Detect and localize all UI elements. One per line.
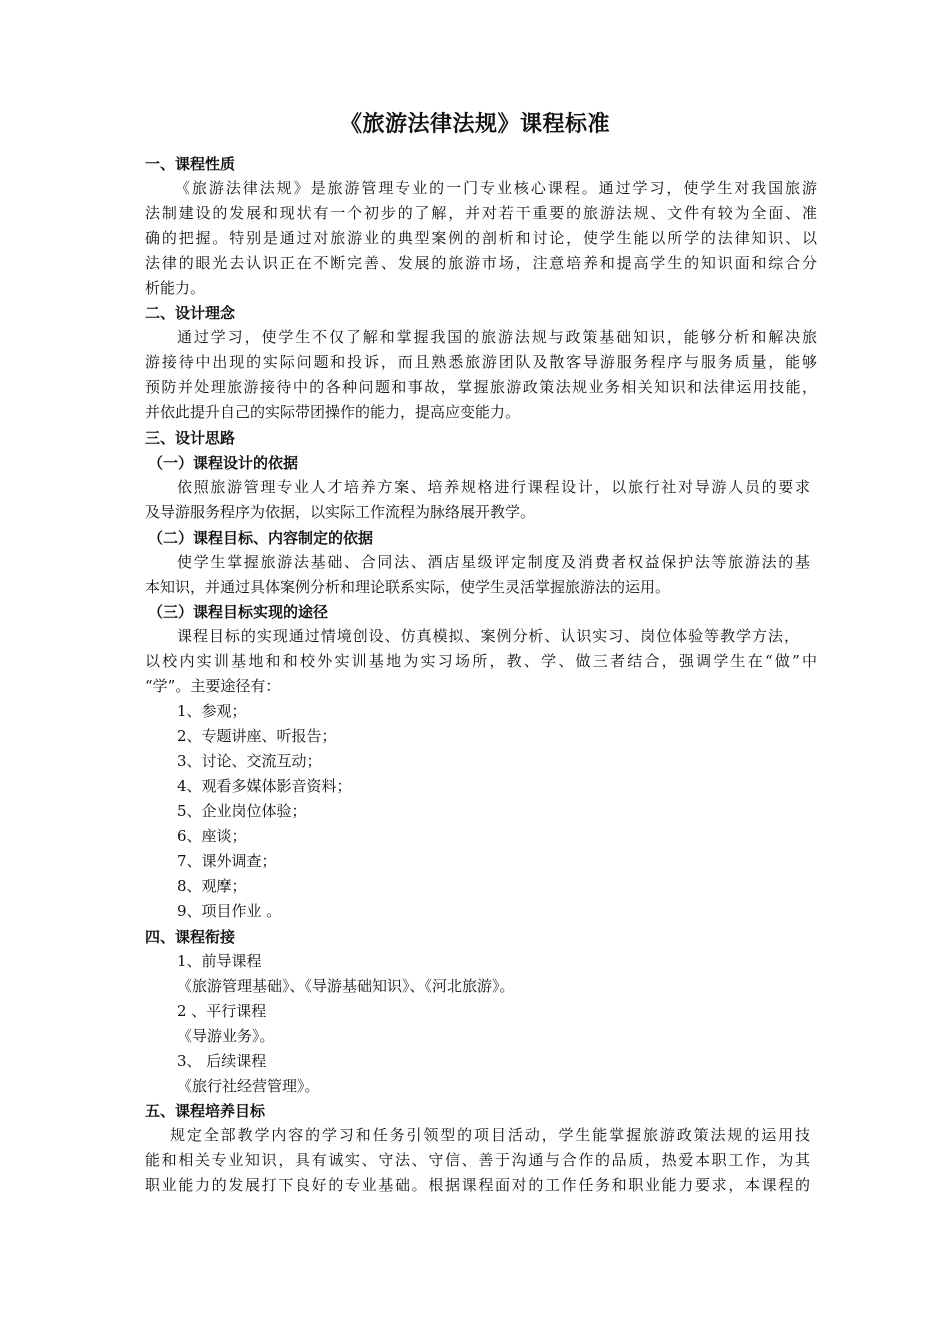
course-category: 2 、平行课程 <box>177 1002 267 1020</box>
paragraph-line: 确的把握。特别是通过对旅游业的典型案例的剖析和讨论，使学生能以所学的法律知识、以 <box>145 229 817 247</box>
course-list: 《导游业务》。 <box>177 1027 275 1045</box>
list-item: 8、观摩； <box>177 877 247 895</box>
list-item: 6、座谈； <box>177 827 247 845</box>
course-category: 3、 后续课程 <box>177 1052 267 1070</box>
subsection-heading-approach: （三）课程目标实现的途径 <box>148 603 329 621</box>
paragraph-line: 预防并处理旅游接待中的各种问题和事故，掌握旅游政策法规业务相关知识和法律运用技能， <box>145 378 817 396</box>
subsection-heading-basis: （一）课程设计的依据 <box>148 454 299 472</box>
paragraph-line: 法律的眼光去认识正在不断完善、发展的旅游市场，注意培养和提高学生的知识面和综合分 <box>145 254 817 272</box>
list-item: 9、项目作业 。 <box>177 902 282 920</box>
paragraph-line: 并依此提升自己的实际带团操作的能力，提高应变能力。 <box>145 403 521 421</box>
course-category: 1、前导课程 <box>177 952 262 970</box>
paragraph-line: 及导游服务程序为依据，以实际工作流程为脉络展开教学。 <box>145 503 536 521</box>
section-heading-objectives: 五、课程培养目标 <box>145 1102 266 1120</box>
paragraph-line: 本知识，并通过具体案例分析和理论联系实际，使学生灵活掌握旅游法的运用。 <box>145 578 671 596</box>
section-heading-design: 三、设计思路 <box>145 429 236 447</box>
paragraph-line: 法制建设的发展和现状有一个初步的了解，并对若干重要的旅游法规、文件有较为全面、准 <box>145 204 817 222</box>
course-list: 《旅游管理基础》、《导游基础知识》、《河北旅游》。 <box>177 977 515 995</box>
list-item: 3、讨论、交流互动； <box>177 752 322 770</box>
paragraph-line: “学”。主要途径有： <box>145 677 281 695</box>
paragraph-line: 使学生掌握旅游法基础、合同法、酒店星级评定制度及消费者权益保护法等旅游法的基 <box>177 553 810 571</box>
paragraph-line: 能和相关专业知识，具有诚实、守法、守信、善于沟通与合作的品质，热爱本职工作，为其 <box>145 1151 810 1169</box>
paragraph-line: 规定全部教学内容的学习和任务引领型的项目活动，学生能掌握旅游政策法规的运用技 <box>170 1126 810 1144</box>
paragraph-line: 以校内实训基地和和校外实训基地为实习场所，教、学、做三者结合，强调学生在“做”中 <box>145 652 817 670</box>
document-title: 《旅游法律法规》课程标准 <box>339 112 610 137</box>
paragraph-line: 析能力。 <box>145 279 206 297</box>
list-item: 5、企业岗位体验； <box>177 802 307 820</box>
subsection-heading-goals: （二）课程目标、内容制定的依据 <box>148 529 374 547</box>
course-list: 《旅行社经营管理》。 <box>177 1077 320 1095</box>
list-item: 2、专题讲座、听报告； <box>177 727 337 745</box>
list-item: 4、观看多媒体影音资料； <box>177 777 352 795</box>
paragraph-line: 游接待中出现的实际问题和投诉，而且熟悉旅游团队及散客导游服务程序与服务质量，能够 <box>145 353 817 371</box>
section-heading-connection: 四、课程衔接 <box>145 928 236 946</box>
list-item: 1、参观； <box>177 702 247 720</box>
paragraph-line: 课程目标的实现通过情境创设、仿真模拟、案例分析、认识实习、岗位体验等教学方法， <box>177 627 799 645</box>
section-heading-concept: 二、设计理念 <box>145 304 236 322</box>
section-heading-nature: 一、课程性质 <box>145 155 236 173</box>
list-item: 7、课外调查； <box>177 852 277 870</box>
paragraph-line: 通过学习，使学生不仅了解和掌握我国的旅游法规与政策基础知识，能够分析和解决旅 <box>177 328 817 346</box>
paragraph-line: 职业能力的发展打下良好的专业基础。根据课程面对的工作任务和职业能力要求，本课程的 <box>145 1176 810 1194</box>
paragraph-line: 依照旅游管理专业人才培养方案、培养规格进行课程设计，以旅行社对导游人员的要求 <box>177 478 810 496</box>
paragraph-line: 《旅游法律法规》是旅游管理专业的一门专业核心课程。通过学习，使学生对我国旅游 <box>175 179 817 197</box>
